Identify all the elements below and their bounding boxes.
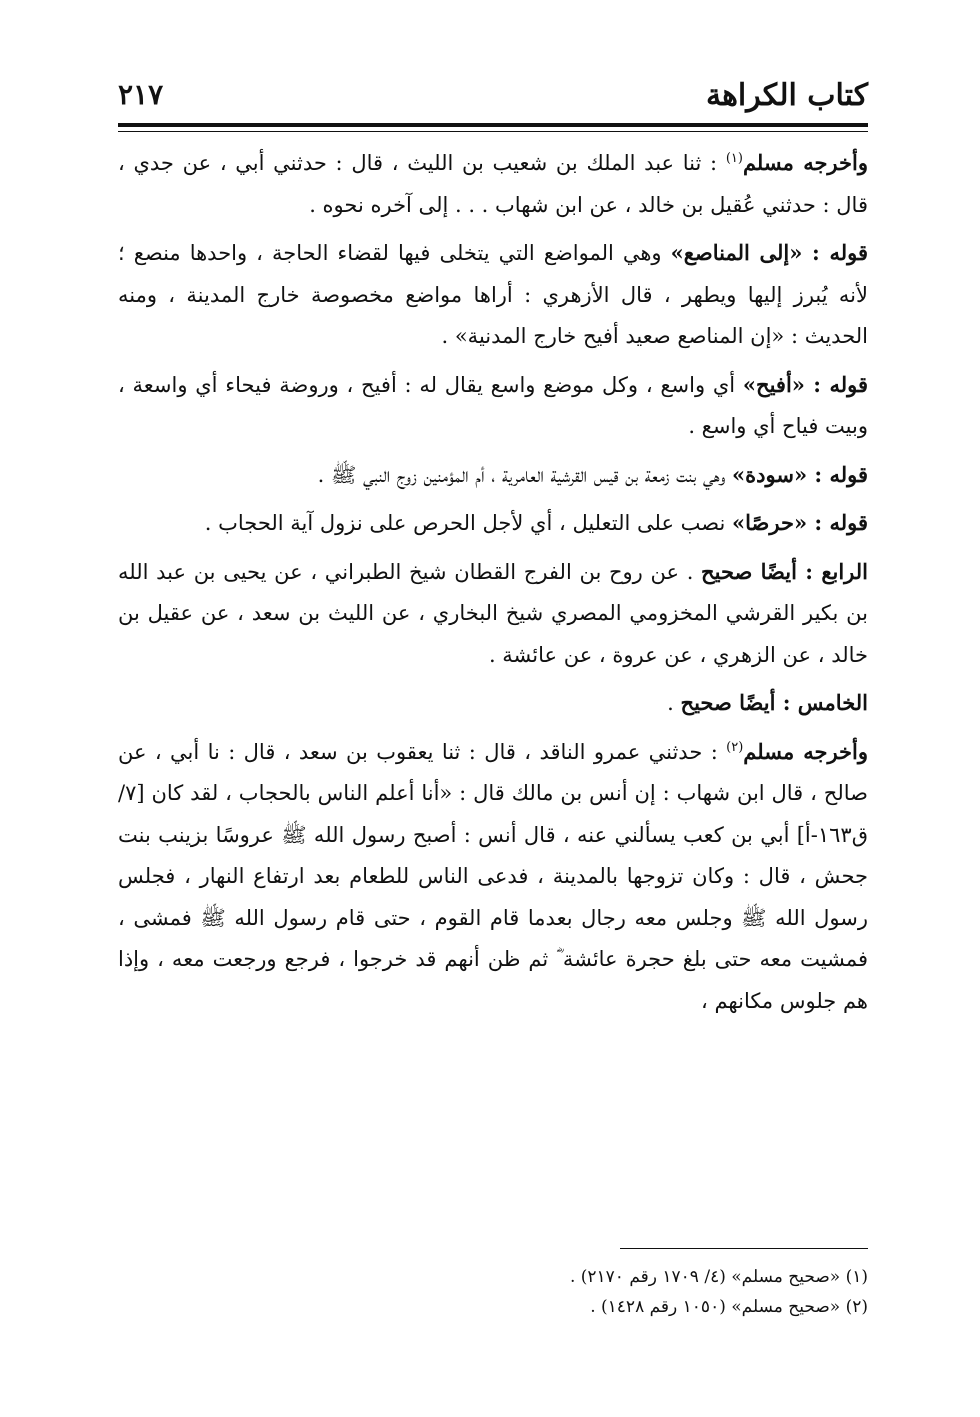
paragraph-text: . عن روح بن الفرج القطان شيخ الطبراني ، عن يحيى بن عبد الله بن بكير القرشي المخزومي المصري شيخ البخاري ، عن الليث بن سعد ، عن عقيل بن خالد ، عن الزهري ، عن عروة ، عن عائشة . [118,559,868,667]
paragraph [118,142,868,226]
paragraph [118,551,868,677]
page-header [118,66,868,122]
paragraph-text: : ثنا عبد الملك بن شعيب بن الليث ، قال : حدثني أبي ، عن جدي ، قال : حدثني عُقيل بن خالد ، عن ابن شهاب . . . إلى آخره نحوه . [118,151,868,217]
paragraph [118,364,868,448]
footnote-ref: (١) [725,151,743,166]
header-rule-thick [118,123,868,127]
footnote-separator [620,1248,868,1249]
paragraph-lead: وأخرجه مسلم [743,738,868,764]
paragraph-text: أي واسع ، وكل موضع واسع يقال له : أفيح ، وروضة فيحاء أي واسعة ، وبيت فياح أي واسع . [118,372,868,438]
running-title: كتاب الكراهة [706,78,868,113]
header-rule-thin [118,131,868,132]
paragraph-text: . [667,691,681,715]
body-text [118,142,868,1028]
footnote: (١) «صحيح مسلم» (٤/ ١٧٠٩ رقم ٢١٧٠) . [569,1267,868,1287]
paragraph [118,502,868,545]
paragraph-lead: قوله : «إلى المناصع» [670,240,868,265]
page-number: ٢١٧ [118,78,164,111]
paragraph-lead: قوله : «حرصًا» [732,510,868,535]
footnote-ref: (٢) [726,739,744,755]
paragraph [118,454,868,497]
paragraph-text: : حدثني عمرو الناقد ، قال : ثنا يعقوب بن سعد ، قال : نا أبي ، عن صالح ، قال ابن شهاب : إن أنس بن مالك قال : «أنا أعلم الناس بالحجاب ، لقد كان [٧/ق١٦٣-أ] أبي بن كعب يسألني عنه ، قال أنس : أصبح رسول الله ﷺ عروسًا بزينب بنت جحش ، قال : وكان تزوجها بالمدينة ، فدعى الناس للطعام بعد ارتفاع النهار ، فجلس رسول الله ﷺ وجلس معه رجال بعدما قام القوم ، حتى قام رسول الله ﷺ فمشى ، فمشيت معه حتى بلغ حجرة عائشة ؓ ثم ظن أنهم قد خرجوا ، فرجع ورجعت معه ، وإذا هم جلوس مكانهم ، [118,739,868,1013]
paragraph [118,682,868,725]
paragraph-text: وهي بنت زمعة بن قيس القرشية العامرية ، أم المؤمنين زوج النبي ﷺ . [317,462,733,487]
paragraph-text: نصب على التعليل ، أي لأجل الحرص على نزول آية الحجاب . [204,511,733,535]
footnote: (٢) «صحيح مسلم» (١٠٥٠ رقم ١٤٢٨) . [590,1297,868,1317]
footnotes [118,1262,868,1322]
paragraph [118,731,868,1023]
paragraph-text: وهي المواضع التي يتخلى فيها لقضاء الحاجة ، واحدها منصع ؛ لأنه يُبرز إليها ويطهر ، قال الأزهري : أراها مواضع مخصوصة خارج المدينة ، ومنه الحديث : «إن المناصع صعيد أفيح خارج المدنية» . [118,241,868,348]
paragraph [118,232,868,358]
paragraph-lead: قوله : «سودة» [732,461,868,487]
paragraph-lead: الخامس : أيضًا صحيح [680,690,868,715]
paragraph-lead: وأخرجه مسلم [742,150,868,175]
paragraph-lead: الرابع : أيضًا صحيح [701,558,868,584]
paragraph-lead: قوله : «أفيح» [742,371,868,397]
